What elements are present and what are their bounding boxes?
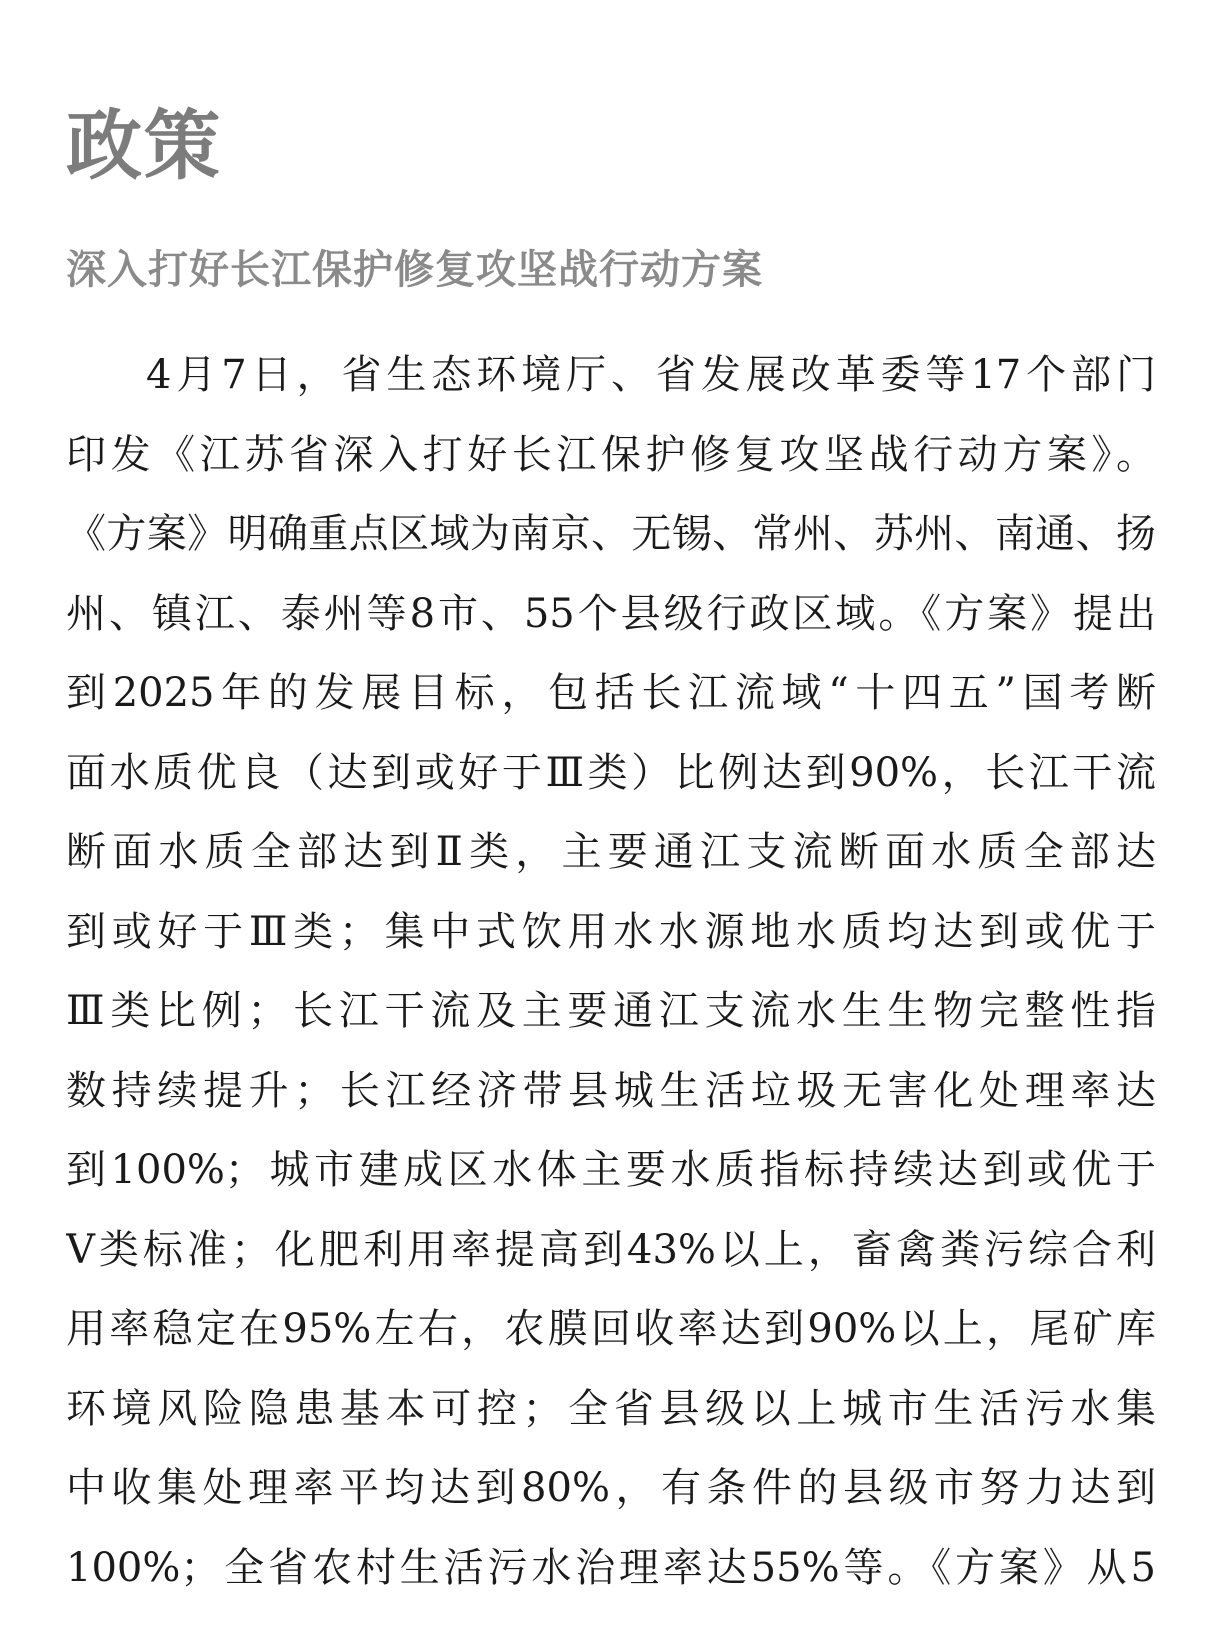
section-title: 政策 bbox=[66, 101, 222, 190]
body-line: 州、镇江、泰州等8市、55个县级行政区域。《方案》提出 bbox=[66, 590, 1156, 637]
body-line: 断面水质全部达到Ⅱ类，主要通江支流断面水质全部达 bbox=[66, 829, 1156, 875]
body-line: 用率稳定在95%左右，农膜回收率达到90%以上，尾矿库 bbox=[66, 1306, 1156, 1352]
body-line: 《方案》明确重点区域为南京、无锡、常州、苏州、南通、扬 bbox=[66, 511, 1156, 557]
body-line: 100%；全省农村生活污水治理率达55%等。《方案》从5 bbox=[66, 1544, 1156, 1591]
body-line: 4月7日，省生态环境厅、省发展改革委等17个部门 bbox=[146, 352, 1156, 398]
body-line: 到或好于Ⅲ类；集中式饮用水水源地水质均达到或优于 bbox=[66, 908, 1156, 955]
body-line: 面水质优良（达到或好于Ⅲ类）比例达到90%，长江干流 bbox=[66, 749, 1156, 796]
body-line: 中收集处理率平均达到80%，有条件的县级市努力达到 bbox=[66, 1465, 1156, 1511]
body-line: Ⅲ类比例；长江干流及主要通江支流水生生物完整性指 bbox=[66, 988, 1156, 1034]
body-line: 印发《江苏省深入打好长江保护修复攻坚战行动方案》。 bbox=[66, 431, 1156, 478]
body-line: 环境风险隐患基本可控；全省县级以上城市生活污水集 bbox=[66, 1385, 1156, 1432]
article-title: 深入打好长江保护修复攻坚战行动方案 bbox=[66, 246, 763, 293]
body-line: 数持续提升；长江经济带县城生活垃圾无害化处理率达 bbox=[66, 1067, 1156, 1114]
body-line: 到100%；城市建成区水体主要水质指标持续达到或优于 bbox=[66, 1147, 1156, 1193]
body-line: 到2025年的发展目标，包括长江流域“十四五”国考断 bbox=[66, 670, 1156, 716]
article-body bbox=[66, 336, 1156, 1608]
body-line: V类标准；化肥利用率提高到43%以上，畜禽粪污综合利 bbox=[66, 1226, 1156, 1273]
